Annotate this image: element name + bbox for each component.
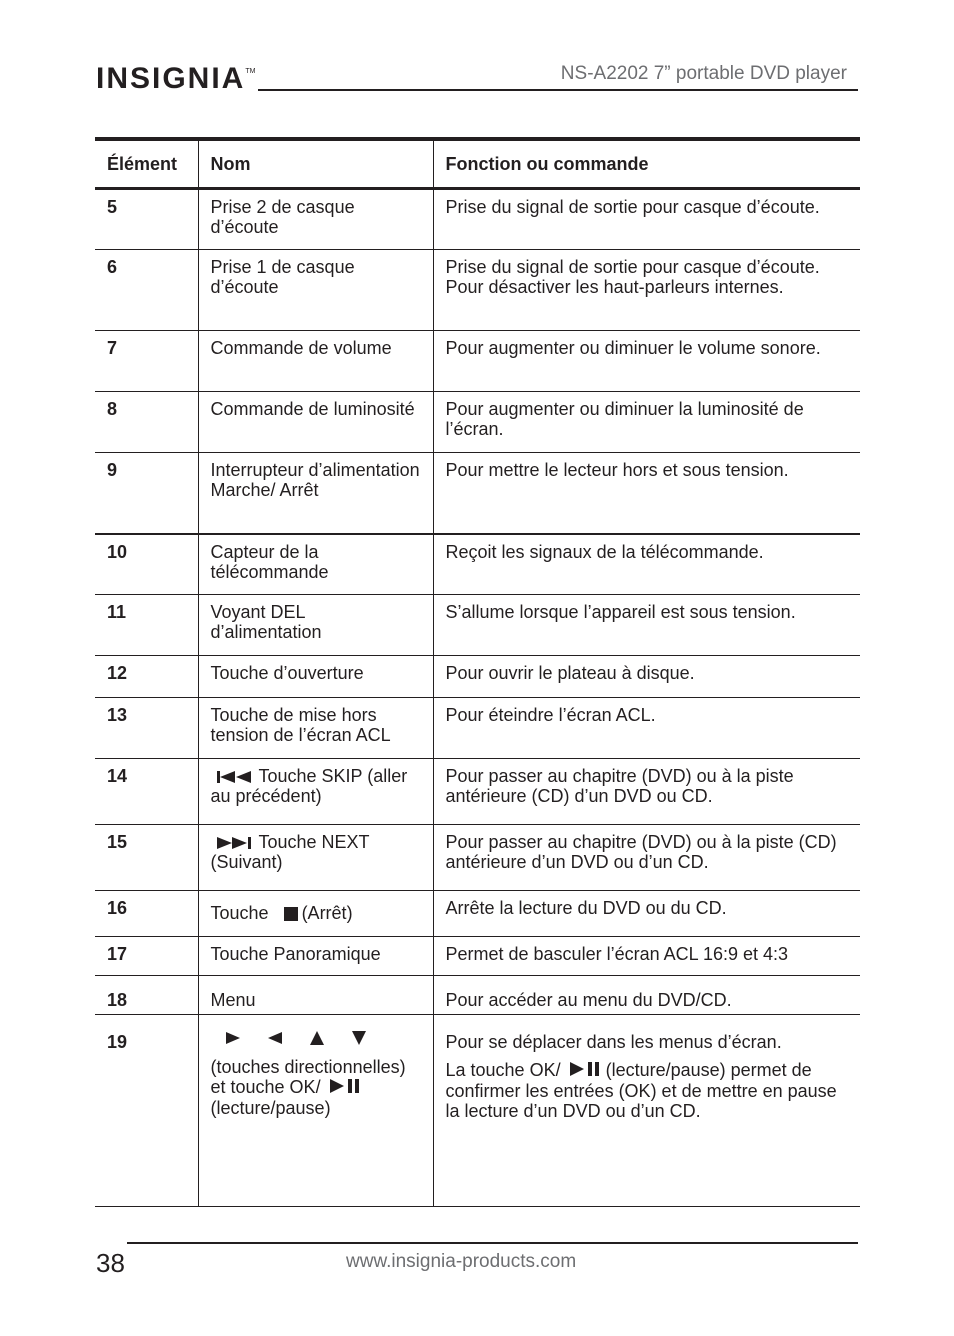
row-nom <box>198 891 433 937</box>
row-nom: Prise 1 de casque d’écoute <box>198 250 433 331</box>
row-element: 7 <box>95 331 198 392</box>
row-fonction: Pour passer au chapitre (DVD) ou à la piste antérieure (CD) d’un DVD ou CD. <box>433 759 860 825</box>
row-nom: Capteur de la télécommande <box>198 534 433 595</box>
header-rule <box>258 89 858 91</box>
row-element: 6 <box>95 250 198 331</box>
row-element: 11 <box>95 595 198 656</box>
row-fonction: Pour augmenter ou diminuer le volume sonore. <box>433 331 860 392</box>
ok-key-text: La touche OK/ <box>445 1060 561 1080</box>
row-fonction: Prise du signal de sortie pour casque d’écoute. Pour désactiver les haut-parleurs internes. <box>433 250 860 331</box>
logo-text: INSIGNIA <box>96 62 246 95</box>
row-element: 19 <box>95 1015 198 1207</box>
table-row <box>95 250 860 331</box>
row-element: 16 <box>95 891 198 937</box>
row-fonction: Pour augmenter ou diminuer la luminosité de l’écran. <box>433 392 860 453</box>
header-title: NS-A2202 7” portable DVD player <box>560 63 847 84</box>
play-pause-icon <box>570 1061 602 1077</box>
row-nom: Prise 2 de casque d’écoute <box>198 189 433 250</box>
table-row <box>95 656 860 698</box>
row-nom <box>198 1015 433 1207</box>
skip-previous-icon <box>217 770 253 784</box>
play-pause-label: (lecture/pause) <box>210 1098 331 1119</box>
page-number: 38 <box>96 1248 125 1278</box>
arrow-left-icon <box>267 1031 283 1045</box>
row-element: 9 <box>95 453 198 534</box>
table-row <box>95 331 860 392</box>
row-fonction: Pour accéder au menu du DVD/CD. <box>433 976 860 1015</box>
row-nom: Commande de volume <box>198 331 433 392</box>
table-row <box>95 825 860 891</box>
table-row <box>95 595 860 656</box>
row-fonction: Reçoit les signaux de la télécommande. <box>433 534 860 595</box>
row-nom: Commande de luminosité <box>198 392 433 453</box>
stop-button-prefix: Touche <box>210 903 269 923</box>
table-row <box>95 976 860 1015</box>
row-element: 18 <box>95 976 198 1015</box>
row-nom: Voyant DEL d’alimentation <box>198 595 433 656</box>
row-fonction: Pour éteindre l’écran ACL. <box>433 698 860 759</box>
table-row <box>95 392 860 453</box>
table-row <box>95 759 860 825</box>
row-fonction: Prise du signal de sortie pour casque d’écoute. <box>433 189 860 250</box>
row-nom <box>198 825 433 891</box>
insignia-logo <box>96 64 255 94</box>
row-nom: Touche Panoramique <box>198 937 433 976</box>
row-element: 17 <box>95 937 198 976</box>
row-element: 5 <box>95 189 198 250</box>
row-fonction <box>433 1015 860 1207</box>
row-nom: Touche de mise hors tension de l’écran ACL <box>198 698 433 759</box>
row-fonction: Pour mettre le lecteur hors et sous tension. <box>433 453 860 534</box>
row-element: 10 <box>95 534 198 595</box>
table-header-row <box>95 139 860 189</box>
play-pause-icon <box>330 1078 362 1094</box>
row-element: 12 <box>95 656 198 698</box>
skip-next-icon <box>217 836 253 850</box>
row-fonction: Arrête la lecture du DVD ou du CD. <box>433 891 860 937</box>
row-fonction: Pour passer au chapitre (DVD) ou à la piste (CD) antérieure d’un DVD ou d’un CD. <box>433 825 860 891</box>
table-row <box>95 189 860 250</box>
footer-url: www.insignia-products.com <box>346 1251 577 1272</box>
row-fonction: Pour ouvrir le plateau à disque. <box>433 656 860 698</box>
row-element: 15 <box>95 825 198 891</box>
stop-button-suffix: (Arrêt) <box>301 903 353 923</box>
table-row <box>95 1015 860 1207</box>
skip-button-label: Touche SKIP (aller au précédent) <box>210 766 408 806</box>
row-element: 13 <box>95 698 198 759</box>
row-fonction-line-1: Pour se déplacer dans les menus d’écran. <box>445 1032 782 1052</box>
table-row <box>95 453 860 534</box>
row-nom: Menu <box>198 976 433 1015</box>
direction-keys-label: (touches directionnelles) et touche OK/ <box>210 1057 406 1097</box>
row-fonction: S’allume lorsque l’appareil est sous tension. <box>433 595 860 656</box>
logo-trademark: TM <box>245 68 256 75</box>
direction-arrows <box>225 1029 421 1055</box>
row-nom: Touche d’ouverture <box>198 656 433 698</box>
column-header-fonction: Fonction ou commande <box>433 139 860 189</box>
table-row <box>95 698 860 759</box>
column-header-element: Élément <box>95 139 198 189</box>
column-header-nom: Nom <box>198 139 433 189</box>
spec-table <box>95 137 860 1207</box>
table-row <box>95 534 860 595</box>
row-nom: Interrupteur d’alimentation Marche/ Arrêt <box>198 453 433 534</box>
next-button-label: Touche NEXT (Suivant) <box>210 832 370 872</box>
row-element: 14 <box>95 759 198 825</box>
arrow-down-icon <box>351 1031 367 1045</box>
row-fonction: Permet de basculer l’écran ACL 16:9 et 4:3 <box>433 937 860 976</box>
table-row <box>95 891 860 937</box>
row-fonction-line-2 <box>446 1060 849 1121</box>
stop-icon <box>284 907 298 921</box>
row-element: 8 <box>95 392 198 453</box>
row-nom <box>198 759 433 825</box>
footer-rule <box>127 1242 858 1244</box>
table-row <box>95 937 860 976</box>
arrow-up-icon <box>309 1031 325 1045</box>
ok-key-description: (lecture/pause) permet de confirmer les entrées (OK) et de mettre en pause la lecture d’un DVD ou d’un CD. <box>445 1060 837 1122</box>
arrow-right-icon <box>225 1031 241 1045</box>
